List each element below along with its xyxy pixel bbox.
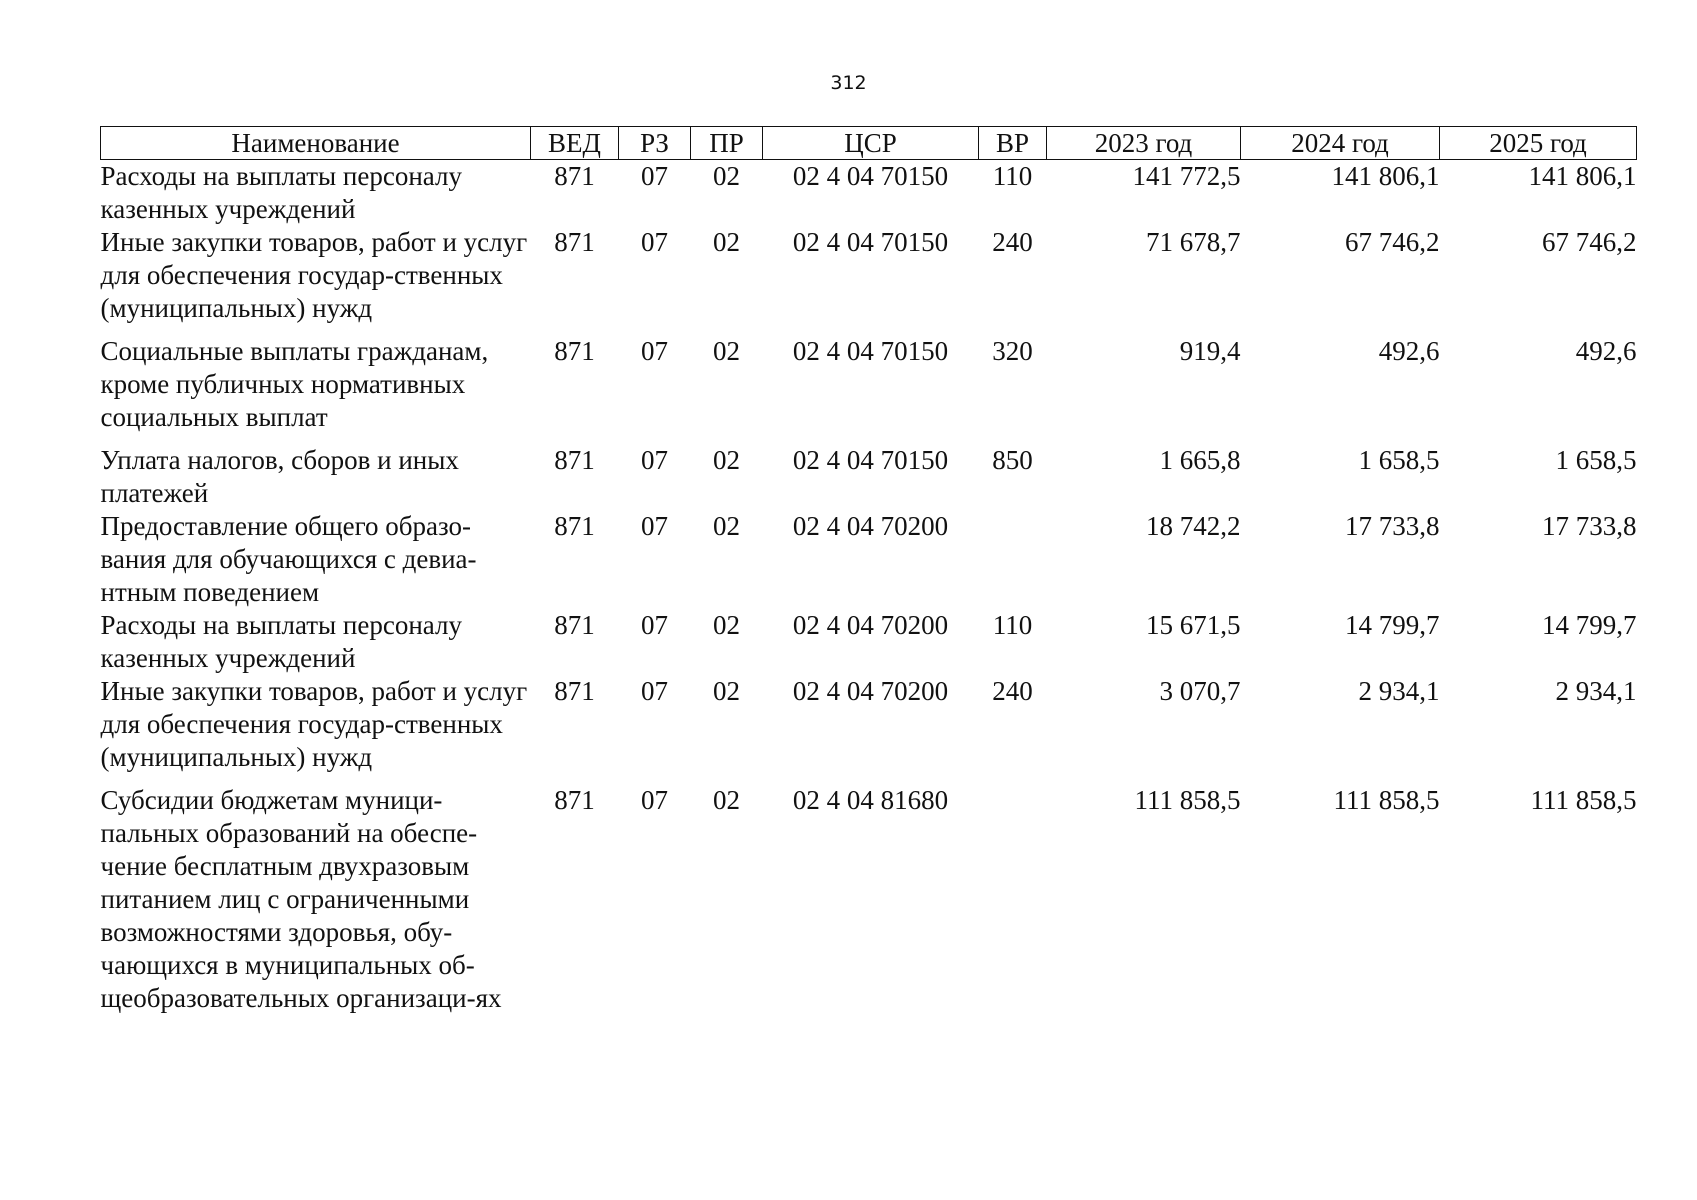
header-name: Наименование (101, 127, 531, 160)
table-row (101, 160, 1637, 227)
cell-2023: 18 742,2 (1146, 511, 1241, 541)
cell-vr: 320 (992, 336, 1033, 366)
cell-2024: 67 746,2 (1345, 227, 1440, 257)
cell-2024: 2 934,1 (1358, 676, 1440, 706)
cell-vr: 240 (992, 227, 1033, 257)
cell-csr: 02 4 04 81680 (792, 785, 949, 815)
cell-pr: 02 (713, 785, 740, 815)
cell-rz: 07 (641, 676, 668, 706)
cell-ved: 871 (554, 161, 595, 191)
cell-ved: 871 (554, 785, 595, 815)
cell-2024: 141 806,1 (1331, 161, 1440, 191)
cell-2024: 492,6 (1378, 336, 1440, 366)
cell-pr: 02 (713, 511, 740, 541)
page-number: 312 (830, 72, 867, 94)
cell-name: Предоставление общего образо-вания для обучающихся с девиа-нтным поведением (100, 511, 477, 607)
cell-vr (979, 784, 1047, 1025)
table-header-row (101, 127, 1637, 160)
cell-rz: 07 (641, 445, 668, 475)
cell-ved: 871 (554, 336, 595, 366)
cell-csr: 02 4 04 70200 (792, 676, 949, 706)
cell-csr: 02 4 04 70150 (792, 227, 949, 257)
cell-name: Иные закупки товаров, работ и услуг для обеспечения государ-ственных (муниципальных) нужд (100, 676, 528, 772)
table-row (101, 609, 1637, 675)
cell-ved: 871 (554, 511, 595, 541)
cell-2023: 1 665,8 (1159, 445, 1241, 475)
cell-rz: 07 (641, 785, 668, 815)
cell-2024: 17 733,8 (1345, 511, 1440, 541)
cell-2024: 14 799,7 (1345, 610, 1440, 640)
cell-rz: 07 (641, 610, 668, 640)
cell-name: Иные закупки товаров, работ и услуг для обеспечения государ-ственных (муниципальных) нужд (100, 227, 528, 323)
table-row (101, 784, 1637, 1025)
cell-ved: 871 (554, 227, 595, 257)
cell-name: Расходы на выплаты персоналу казенных учреждений (100, 161, 462, 224)
cell-2024: 1 658,5 (1358, 445, 1440, 475)
cell-vr: 110 (992, 610, 1033, 640)
cell-ved: 871 (554, 445, 595, 475)
cell-rz: 07 (641, 511, 668, 541)
header-2024: 2024 год (1241, 127, 1440, 160)
cell-csr: 02 4 04 70150 (792, 336, 949, 366)
cell-pr: 02 (713, 227, 740, 257)
cell-vr: 850 (992, 445, 1033, 475)
table-row (101, 675, 1637, 784)
cell-vr: 240 (992, 676, 1033, 706)
cell-vr (979, 510, 1047, 609)
cell-2023: 15 671,5 (1146, 610, 1241, 640)
cell-rz: 07 (641, 227, 668, 257)
cell-2025: 111 858,5 (1530, 785, 1637, 815)
cell-csr: 02 4 04 70150 (792, 445, 949, 475)
cell-2023: 3 070,7 (1159, 676, 1241, 706)
cell-2025: 17 733,8 (1542, 511, 1637, 541)
cell-2025: 67 746,2 (1542, 227, 1637, 257)
cell-pr: 02 (713, 336, 740, 366)
cell-name: Расходы на выплаты персоналу казенных учреждений (100, 610, 462, 673)
cell-vr: 110 (992, 161, 1033, 191)
cell-csr: 02 4 04 70150 (792, 161, 949, 191)
cell-2024: 111 858,5 (1333, 785, 1440, 815)
cell-rz: 07 (641, 336, 668, 366)
cell-rz: 07 (641, 161, 668, 191)
table-row (101, 226, 1637, 335)
cell-2025: 141 806,1 (1528, 161, 1637, 191)
cell-name: Уплата налогов, сборов и иных платежей (100, 445, 459, 508)
cell-pr: 02 (713, 610, 740, 640)
cell-2023: 141 772,5 (1132, 161, 1241, 191)
cell-pr: 02 (713, 161, 740, 191)
header-vr: ВР (979, 127, 1047, 160)
header-ved: ВЕД (531, 127, 619, 160)
budget-table (100, 126, 1637, 1025)
cell-name: Субсидии бюджетам муници-пальных образований на обеспе-чение бесплатным двухразовым питанием лиц с ограниченными возможностями здоровья, обу-чающихся в муниципальных об-щеобразовательных организаци-ях (100, 785, 502, 1013)
header-csr: ЦСР (763, 127, 979, 160)
cell-2025: 1 658,5 (1555, 445, 1637, 475)
cell-name: Социальные выплаты гражданам, кроме публичных нормативных социальных выплат (100, 336, 489, 432)
cell-2023: 111 858,5 (1134, 785, 1241, 815)
cell-2025: 14 799,7 (1542, 610, 1637, 640)
header-pr: ПР (691, 127, 763, 160)
cell-2025: 492,6 (1575, 336, 1637, 366)
cell-csr: 02 4 04 70200 (792, 511, 949, 541)
cell-ved: 871 (554, 676, 595, 706)
header-2023: 2023 год (1047, 127, 1241, 160)
cell-2023: 71 678,7 (1146, 227, 1241, 257)
header-rz: РЗ (619, 127, 691, 160)
cell-pr: 02 (713, 676, 740, 706)
table-row (101, 510, 1637, 609)
cell-2025: 2 934,1 (1555, 676, 1637, 706)
table-row (101, 444, 1637, 510)
header-2025: 2025 год (1440, 127, 1637, 160)
table-row (101, 335, 1637, 444)
cell-2023: 919,4 (1179, 336, 1241, 366)
cell-csr: 02 4 04 70200 (792, 610, 949, 640)
cell-ved: 871 (554, 610, 595, 640)
cell-pr: 02 (713, 445, 740, 475)
